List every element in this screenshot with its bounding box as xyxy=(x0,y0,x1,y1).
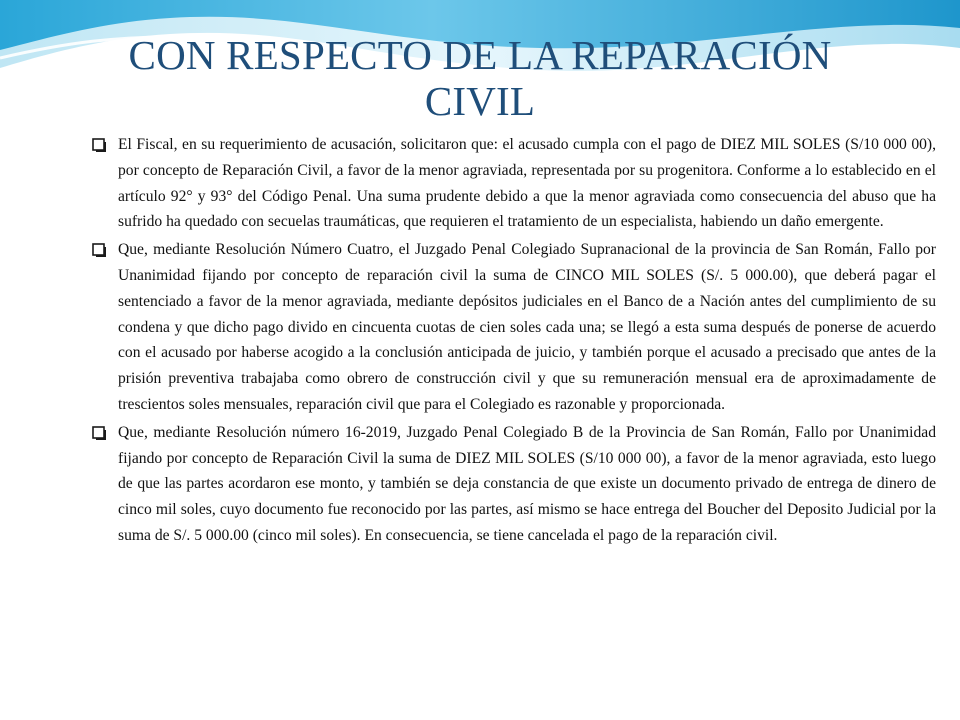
checkbox-square-icon xyxy=(92,138,106,152)
checkbox-square-icon xyxy=(92,426,106,440)
slide-title-line-2: CIVIL xyxy=(424,78,536,124)
slide-title-line-1: CON RESPECTO DE LA REPARACIÓN xyxy=(128,32,832,78)
bullet-item xyxy=(92,237,936,418)
bullet-item xyxy=(92,132,936,235)
bullet-text: Que, mediante Resolución Número Cuatro, el Juzgado Penal Colegiado Supranacional de la provincia de San Román, Fallo por Unanimidad fijando por concepto de reparación civil la suma de CINCO MIL SOLES (S/. 5 000.00), que deberá pagar el sentenciado a favor de la menor agraviada, mediante depósitos judiciales en el Banco de a Nación antes del cumplimiento de su condena y que dicho pago divido en cincuenta cuotas de cien soles cada una; se llegó a esta suma después de ponerse de acuerdo con el acusado por haberse acogido a la conclusión anticipada de juicio, y también porque el acusado a precisado que antes de la prisión preventiva trabajaba como obrero de construcción civil y que su remuneración mensual era de aproximadamente de trescientos soles mensuales, reparación civil que para el Colegiado es razonable y proporcionada. xyxy=(118,241,936,413)
bullet-item xyxy=(92,420,936,549)
slide-title xyxy=(60,32,900,124)
bullet-list xyxy=(92,132,936,551)
bullet-text: Que, mediante Resolución número 16-2019, Juzgado Penal Colegiado B de la Provincia de San Román, Fallo por Unanimidad fijando por concepto de Reparación Civil la suma de DIEZ MIL SOLES (S/10 000 00), a favor de la menor agraviada, esto luego de que las partes acordaron ese monto, y también se deja constancia de que existe un documento privado de entrega de dinero de cinco mil soles, cuyo documento fue reconocido por las partes, así mismo se hace entrega del Boucher del Deposito Judicial por la suma de S/. 5 000.00 (cinco mil soles). En consecuencia, se tiene cancelada el pago de la reparación civil. xyxy=(118,423,936,544)
checkbox-square-icon xyxy=(92,243,106,257)
bullet-text: El Fiscal, en su requerimiento de acusación, solicitaron que: el acusado cumpla con el pago de DIEZ MIL SOLES (S/10 000 00), por concepto de Reparación Civil, a favor de la menor agraviada, representada por su progenitora. Conforme a lo establecido en el artículo 92° y 93° del Código Penal. Una suma prudente debido a que la menor agraviada como consecuencia del abuso que ha sufrido ha quedado con secuelas traumáticas, que requieren el tratamiento de un especialista, habiendo un daño emergente. xyxy=(118,136,936,231)
